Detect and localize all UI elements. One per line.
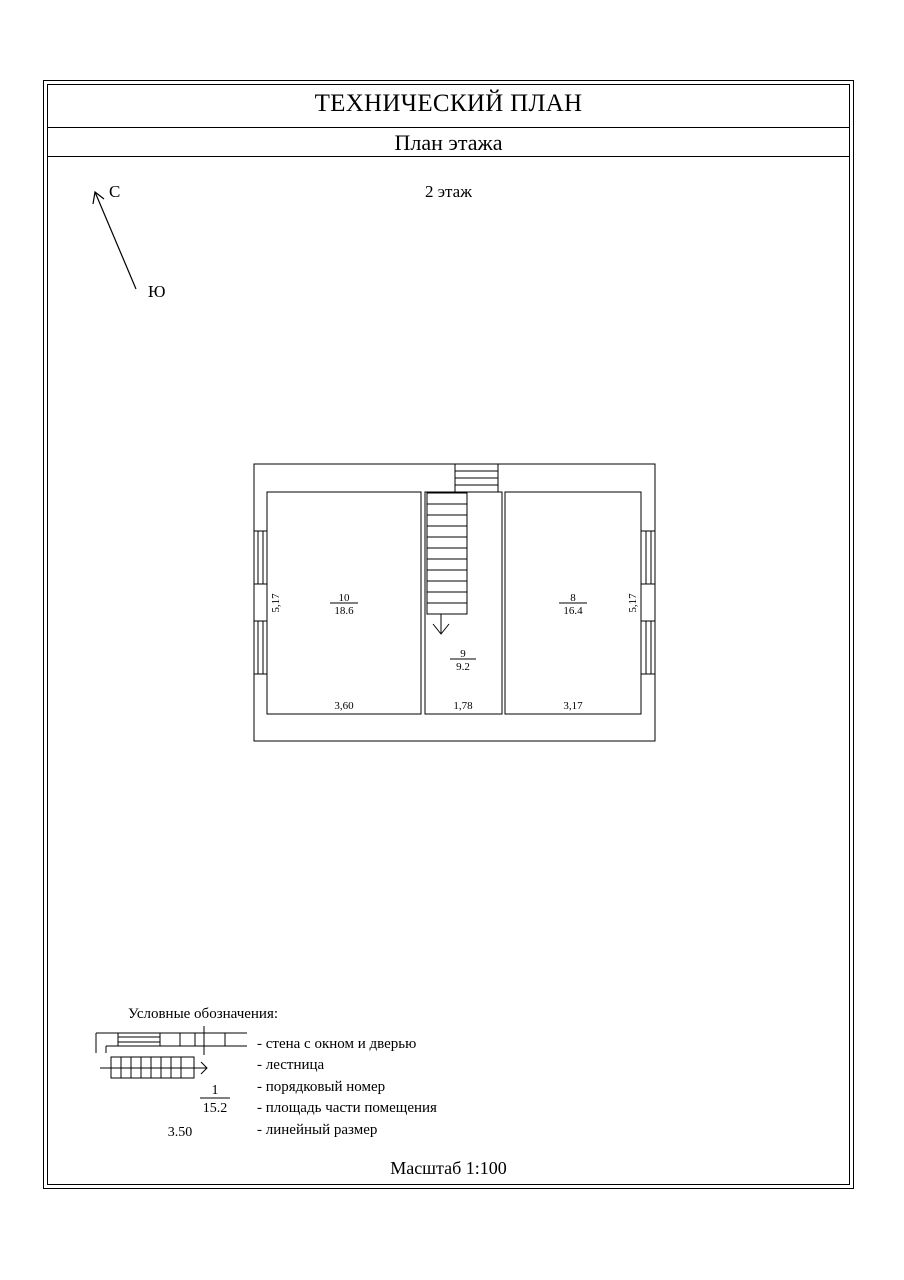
legend-item-number: - порядковый номер bbox=[257, 1079, 386, 1095]
compass-south-label: Ю bbox=[148, 282, 166, 301]
window-left-lower bbox=[254, 621, 267, 674]
legend-title: Условные обозначения: bbox=[128, 1006, 279, 1022]
stair-direction-arrow-icon bbox=[433, 614, 449, 634]
compass-north-label: С bbox=[109, 182, 121, 201]
room-10-width: 3,60 bbox=[334, 700, 354, 712]
document-title: ТЕХНИЧЕСКИЙ ПЛАН bbox=[314, 90, 583, 117]
legend-stair-symbol bbox=[100, 1057, 207, 1078]
room-8-width: 3,17 bbox=[563, 700, 583, 712]
legend-sample-area: 15.2 bbox=[202, 1101, 228, 1116]
window-right-lower bbox=[641, 621, 655, 674]
floor-label: 2 этаж bbox=[425, 182, 472, 201]
scale-label: Масштаб 1:100 bbox=[390, 1158, 507, 1178]
window-left-upper bbox=[254, 531, 267, 584]
legend-item-dimension: - линейный размер bbox=[257, 1122, 378, 1138]
legend-item-stairs: - лестница bbox=[257, 1057, 325, 1073]
compass-arrow-icon bbox=[93, 192, 136, 289]
room-10-length: 5,17 bbox=[270, 593, 282, 613]
legend-sample-dimension: 3.50 bbox=[167, 1125, 193, 1140]
legend-wall-symbol bbox=[96, 1026, 247, 1055]
room-10-number: 10 bbox=[338, 592, 350, 604]
legend-item-area: - площадь части помещения bbox=[257, 1100, 437, 1116]
staircase bbox=[427, 493, 467, 614]
room-8-area: 16.4 bbox=[563, 605, 583, 617]
window-right-upper bbox=[641, 531, 655, 584]
room-9-width: 1,78 bbox=[453, 700, 473, 712]
legend-item-wall: - стена с окном и дверью bbox=[257, 1036, 417, 1052]
document-subtitle: План этажа bbox=[394, 130, 503, 155]
room-9-number: 9 bbox=[460, 648, 466, 660]
room-8-number: 8 bbox=[570, 592, 576, 604]
top-stair-block bbox=[455, 464, 498, 492]
room-9-area: 9.2 bbox=[456, 661, 470, 673]
room-10-area: 18.6 bbox=[334, 605, 354, 617]
legend-sample-number: 1 bbox=[211, 1083, 219, 1098]
room-8-length: 5,17 bbox=[627, 593, 639, 613]
